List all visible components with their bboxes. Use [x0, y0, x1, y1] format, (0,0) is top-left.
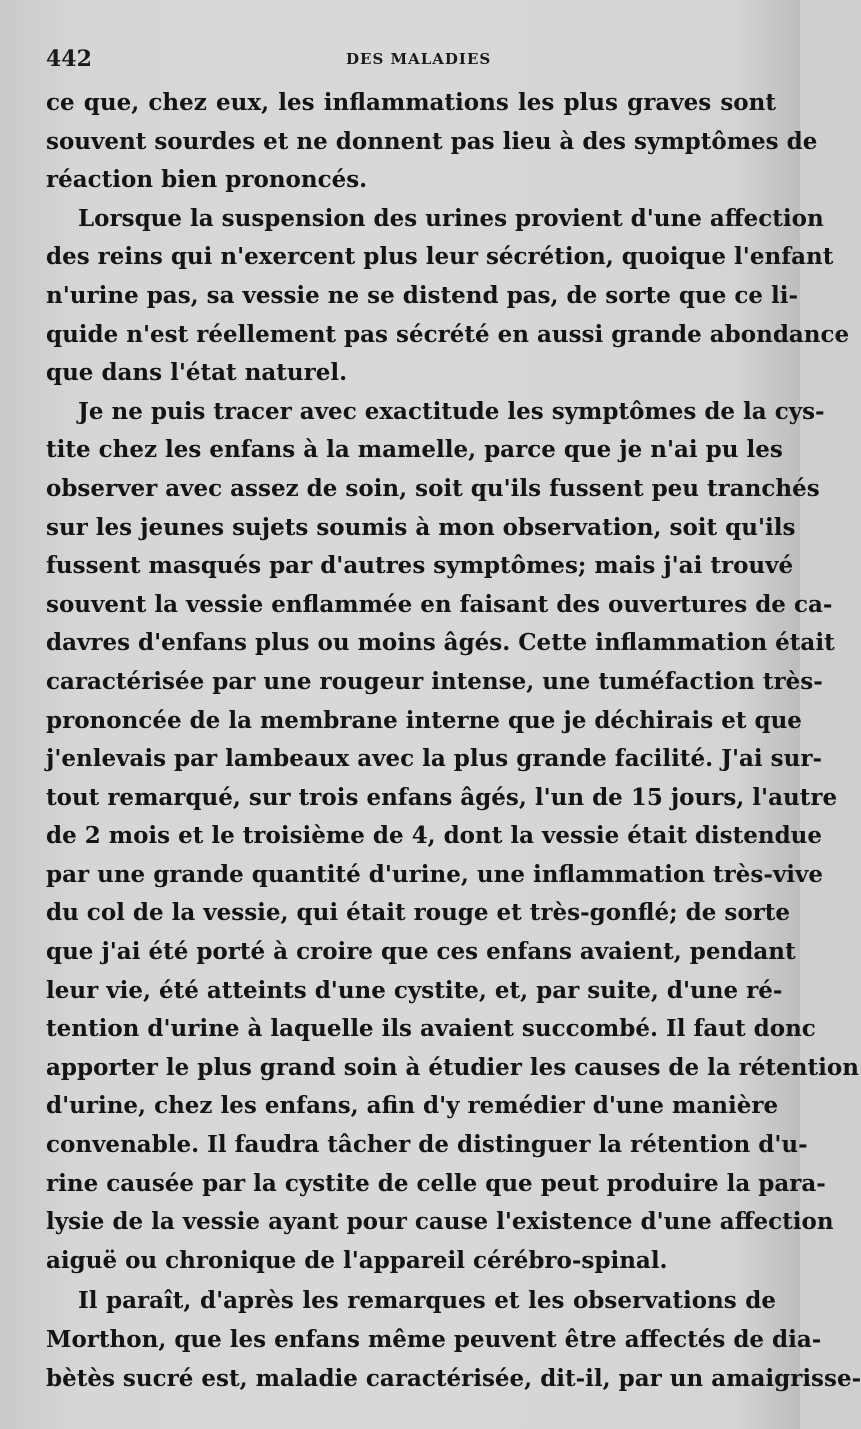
paragraph	[46, 84, 818, 200]
text-line: davres d'enfans plus ou moins âgés. Cette inflammation était	[46, 629, 835, 657]
text-line: que j'ai été porté à croire que ces enfans avaient, pendant	[46, 938, 796, 966]
text-line: apporter le plus grand soin à étudier les causes de la rétention	[46, 1053, 859, 1081]
text-line: d'urine, chez les enfans, afin d'y remédier d'une manière	[46, 1092, 779, 1120]
running-head: DES MALADIES	[346, 50, 492, 68]
text-line: quide n'est réellement pas sécrété en aussi grande abondance	[46, 320, 850, 348]
paragraph	[46, 393, 859, 1281]
text-line: Morthon, que les enfans même peuvent être affectés de dia-	[46, 1326, 822, 1353]
text-line: par une grande quantité d'urine, une inflammation très-vive	[46, 860, 824, 888]
text-line: bètès sucré est, maladie caractérisée, dit-il, par un amaigrisse-	[46, 1364, 861, 1392]
text-line: réaction bien prononcés.	[46, 166, 368, 194]
text-line: lysie de la vessie ayant pour cause l'existence d'une affection	[46, 1208, 834, 1236]
paragraph	[46, 1282, 861, 1398]
text-line: de 2 mois et le troisième de 4, dont la vessie était distendue	[46, 822, 823, 850]
text-line: Il paraît, d'après les remarques et les observations de	[78, 1287, 776, 1315]
text-line: souvent la vessie enflammée en faisant des ouvertures de ca-	[46, 590, 833, 618]
text-line: des reins qui n'exercent plus leur sécrétion, quoique l'enfant	[46, 243, 834, 271]
page-number: 442	[46, 46, 92, 72]
text-line: tout remarqué, sur trois enfans âgés, l'un de 15 jours, l'autre	[46, 783, 838, 811]
text-line: convenable. Il faudra tâcher de distinguer la rétention d'u-	[46, 1131, 808, 1159]
text-line: que dans l'état naturel.	[46, 359, 348, 387]
paragraph	[46, 200, 850, 393]
text-line: Je ne puis tracer avec exactitude les symptômes de la cys-	[78, 397, 825, 425]
text-line: j'enlevais par lambeaux avec la plus grande facilité. J'ai sur-	[46, 745, 822, 773]
body-text	[46, 84, 861, 1398]
text-line: Lorsque la suspension des urines provient d'une affection	[78, 204, 824, 232]
text-line: ce que, chez eux, les inflammations les plus graves sont	[46, 89, 776, 116]
text-line: du col de la vessie, qui était rouge et très-gonflé; de sorte	[46, 899, 791, 927]
text-line: tite chez les enfans à la mamelle, parce que je n'ai pu les	[46, 436, 783, 464]
text-line: aiguë ou chronique de l'appareil cérébro-spinal.	[46, 1246, 668, 1274]
page-header	[46, 46, 770, 76]
text-line: tention d'urine à laquelle ils avaient succombé. Il faut donc	[46, 1015, 816, 1043]
text-line: prononcée de la membrane interne que je déchirais et que	[46, 706, 802, 734]
text-line: observer avec assez de soin, soit qu'ils fussent peu tranchés	[46, 474, 820, 502]
text-line: leur vie, été atteints d'une cystite, et, par suite, d'une ré-	[46, 976, 783, 1004]
text-line: rine causée par la cystite de celle que peut produire la para-	[46, 1169, 826, 1197]
text-line: n'urine pas, sa vessie ne se distend pas, de sorte que ce li-	[46, 281, 799, 309]
text-line: caractérisée par une rougeur intense, une tuméfaction très-	[46, 667, 823, 695]
text-line: sur les jeunes sujets soumis à mon observation, soit qu'ils	[46, 513, 796, 541]
text-line: souvent sourdes et ne donnent pas lieu à des symptômes de	[46, 127, 818, 155]
text-line: fussent masqués par d'autres symptômes; mais j'ai trouvé	[46, 552, 794, 580]
